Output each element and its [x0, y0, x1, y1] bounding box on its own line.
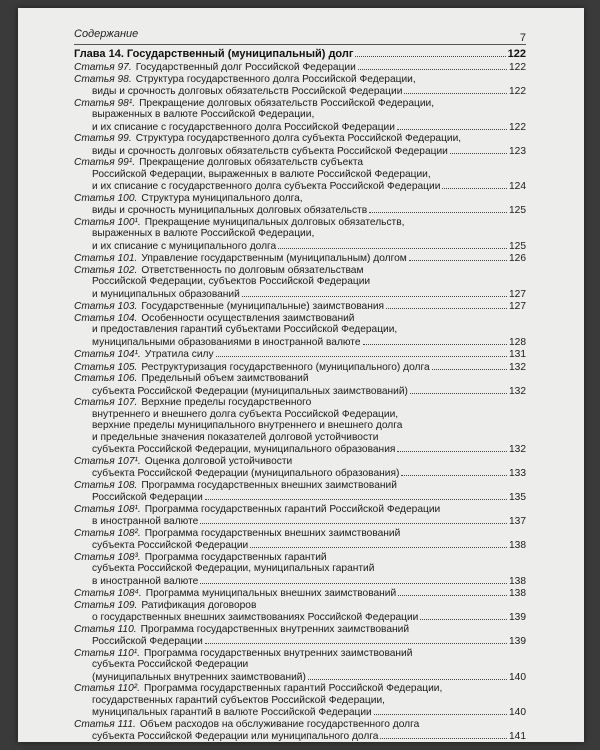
article-title-line: муниципальных гарантий в валюте Российской Федерации — [92, 707, 372, 718]
toc-entry[interactable] — [74, 719, 526, 743]
toc-entries — [74, 61, 526, 742]
article-page: 123 — [509, 145, 526, 157]
article-page: 141 — [509, 731, 526, 742]
article-page: 122 — [509, 62, 526, 73]
article-title-line: Ответственность по долговым обязательствам — [141, 264, 364, 276]
toc-entry[interactable] — [74, 74, 526, 98]
toc-entry[interactable] — [74, 98, 526, 134]
leader-dots — [374, 706, 507, 715]
page-number: 7 — [519, 32, 526, 44]
article-title-line: и их списание с муниципального долга — [92, 240, 277, 252]
leader-dots — [200, 515, 507, 524]
leader-dots — [380, 730, 507, 739]
article-title-line: Прекращение долговых обязательств субъекта — [139, 157, 364, 168]
article-page: 124 — [509, 181, 526, 192]
leader-dots — [450, 145, 507, 154]
toc-entry-line — [74, 169, 526, 181]
article-title-line: Российской Федерации — [92, 492, 203, 503]
article-title-line: Государственные (муниципальные) заимствования — [141, 301, 385, 312]
leader-dots — [409, 252, 507, 261]
leader-dots — [200, 575, 507, 584]
toc-entry[interactable] — [74, 61, 526, 74]
toc-entry-line — [74, 409, 526, 421]
leader-dots — [432, 361, 507, 370]
leader-dots — [442, 180, 507, 189]
leader-dots — [410, 385, 507, 394]
leader-dots — [205, 635, 507, 644]
article-title-line: субъекта Российской Федерации, муниципальных гарантий — [92, 563, 375, 574]
toc-entry-line — [74, 563, 526, 575]
article-number: Статья 97. — [74, 62, 132, 73]
article-number: Статья 102. — [74, 264, 138, 276]
toc-entry[interactable] — [74, 252, 526, 265]
page-header — [74, 28, 526, 45]
article-title-line: и их списание с государственного долга Российской Федерации — [92, 121, 395, 133]
leader-dots — [308, 671, 507, 680]
article-page: 139 — [509, 636, 526, 647]
toc-entry[interactable] — [74, 504, 526, 528]
toc-entry-line — [74, 600, 526, 612]
article-page: 138 — [509, 575, 526, 587]
toc-entry-line — [74, 420, 526, 432]
toc-entry-line — [74, 456, 526, 468]
toc-entry-line — [74, 719, 526, 731]
article-title-line: Программа государственных внутренних заимствований — [143, 647, 413, 659]
article-title-line: верхние пределы муниципального внутреннего и внешнего долга — [92, 420, 403, 431]
leader-dots — [363, 336, 507, 345]
article-title-line: (муниципальных внутренних заимствований) — [92, 671, 306, 683]
article-title-line: Ратификация договоров — [141, 599, 257, 611]
toc-entry[interactable] — [74, 624, 526, 648]
article-title-line: Утратила силу — [144, 349, 214, 360]
toc-entry-line — [74, 671, 526, 684]
article-page: 122 — [509, 121, 526, 133]
toc-entry[interactable] — [74, 348, 526, 361]
article-number: Статья 110². — [74, 683, 140, 694]
article-title-line: Оценка долговой устойчивости — [144, 455, 293, 467]
toc-entry-line — [74, 240, 526, 253]
article-title-line: Структура государственного долга Российской Федерации, — [135, 73, 416, 85]
article-page: 137 — [509, 516, 526, 527]
toc-entry-line — [74, 528, 526, 540]
article-title-line: субъекта Российской Федерации или муниципального долга — [92, 731, 379, 742]
article-title-line: муниципальными образованиями в иностранной валюте — [92, 336, 361, 348]
article-number: Статья 105. — [74, 361, 138, 373]
toc-entry-line — [74, 695, 526, 707]
article-page: 125 — [509, 240, 526, 252]
leader-dots — [369, 204, 507, 213]
article-title-line: Верхние пределы государственного — [141, 397, 312, 408]
article-title-line: субъекта Российской Федерации (муниципального образования) — [92, 468, 400, 479]
toc-entry-line — [74, 276, 526, 288]
table-of-contents — [74, 48, 526, 742]
article-title-line: о государственных внешних заимствованиях Российской Федерации — [92, 612, 419, 623]
article-title-line: Структура муниципального долга, — [141, 192, 303, 204]
toc-entry-line — [74, 467, 526, 480]
toc-entry-line — [74, 587, 526, 600]
toc-entry[interactable] — [74, 300, 526, 313]
toc-entry-line — [74, 324, 526, 336]
article-page: 132 — [509, 385, 526, 397]
article-title-line: Программа государственных внешних заимствований — [141, 479, 397, 491]
leader-dots — [355, 48, 505, 57]
article-title-line: в иностранной валюте — [92, 516, 199, 527]
article-number: Статья 98. — [74, 73, 132, 85]
article-number: Статья 106. — [74, 373, 138, 384]
toc-entry-line — [74, 204, 526, 217]
article-number: Статья 111. — [74, 718, 136, 730]
article-title-line: Российской Федерации — [92, 636, 203, 647]
article-title-line: субъекта Российской Федерации (муниципальных заимствований) — [92, 385, 408, 397]
leader-dots — [216, 348, 507, 357]
toc-entry-line — [74, 228, 526, 240]
toc-entry[interactable] — [74, 133, 526, 157]
article-title-line: субъекта Российской Федерации, муниципального образования — [92, 444, 396, 455]
toc-entry-line — [74, 432, 526, 444]
toc-entry[interactable] — [74, 397, 526, 456]
section-title: Содержание — [74, 28, 139, 40]
toc-entry-line — [74, 611, 526, 624]
article-title-line: Управление государственным (муниципальным) долгом — [141, 253, 407, 264]
toc-entry-line — [74, 180, 526, 193]
toc-entry[interactable] — [74, 193, 526, 217]
article-number: Статья 110. — [74, 623, 137, 635]
toc-entry-line — [74, 480, 526, 492]
article-page: 122 — [509, 86, 526, 97]
leader-dots — [401, 467, 507, 476]
article-title-line: Особенности осуществления заимствований — [141, 312, 355, 324]
article-page: 127 — [509, 288, 526, 300]
toc-entry-line — [74, 552, 526, 564]
leader-dots — [278, 240, 507, 249]
toc-entry-line — [74, 624, 526, 636]
article-title-line: Программа государственных гарантий Российской Федерации, — [143, 683, 443, 694]
article-title-line: виды и срочность долговых обязательств Российской Федерации — [92, 86, 403, 97]
chapter-title: Глава 14. Государственный (муниципальный) долг — [74, 48, 354, 60]
article-number: Статья 107. — [74, 397, 138, 408]
toc-entry-line — [74, 706, 526, 719]
toc-entry-line — [74, 265, 526, 277]
article-title-line: Структура государственного долга субъекта Российской Федерации, — [135, 133, 462, 144]
leader-dots — [358, 61, 507, 70]
article-page: 135 — [509, 492, 526, 503]
article-title-line: Российской Федерации, субъектов Российской Федерации — [92, 276, 371, 287]
article-page: 138 — [509, 540, 526, 551]
toc-entry[interactable] — [74, 552, 526, 588]
article-title-line: Прекращение долговых обязательств Российской Федерации, — [139, 97, 435, 109]
article-title-line: виды и срочность долговых обязательств субъекта Российской Федерации — [92, 145, 448, 157]
toc-entry-line — [74, 61, 526, 74]
article-title-line: в иностранной валюте — [92, 575, 199, 587]
book-page — [18, 8, 584, 742]
toc-entry[interactable] — [74, 157, 526, 193]
toc-entry-line — [74, 575, 526, 588]
article-number: Статья 100¹. — [74, 216, 141, 228]
toc-entry-line — [74, 252, 526, 265]
article-title-line: и предоставления гарантий субъектами Российской Федерации, — [92, 324, 398, 335]
leader-dots — [397, 443, 507, 452]
article-page: 140 — [509, 707, 526, 718]
toc-entry[interactable] — [74, 361, 526, 374]
article-number: Статья 100. — [74, 192, 138, 204]
leader-dots — [398, 587, 507, 596]
toc-entry-line — [74, 373, 526, 385]
article-page: 132 — [509, 361, 526, 373]
toc-entry-line — [74, 635, 526, 648]
toc-entry-line — [74, 300, 526, 313]
toc-entry-line — [74, 397, 526, 409]
article-number: Статья 104. — [74, 312, 138, 324]
toc-entry-line — [74, 385, 526, 398]
article-title-line: выраженных в валюте Российской Федерации, — [92, 109, 315, 120]
article-number: Статья 104¹. — [74, 349, 141, 360]
article-title-line: выраженных в валюте Российской Федерации, — [92, 228, 315, 239]
toc-entry-line — [74, 109, 526, 121]
article-number: Статья 101. — [74, 253, 138, 264]
article-number: Статья 99¹. — [74, 157, 136, 168]
article-page: 126 — [509, 253, 526, 264]
article-title-line: Российской Федерации, выраженных в валюте Российской Федерации, — [92, 168, 431, 180]
toc-entry[interactable] — [74, 217, 526, 253]
article-number: Статья 109. — [74, 599, 138, 611]
toc-entry-line — [74, 217, 526, 229]
leader-dots — [242, 288, 507, 297]
toc-entry-line — [74, 361, 526, 374]
article-page: 133 — [509, 468, 526, 479]
toc-entry-line — [74, 648, 526, 660]
article-title-line: Предельный объем заимствований — [141, 373, 309, 384]
toc-entry-line — [74, 539, 526, 552]
article-number: Статья 108. — [74, 479, 138, 491]
toc-entry[interactable] — [74, 265, 526, 301]
article-title-line: Программа муниципальных внешних заимствований — [145, 588, 397, 599]
toc-entry-line — [74, 443, 526, 456]
article-number: Статья 103. — [74, 301, 138, 312]
article-page: 138 — [509, 588, 526, 599]
article-page: 128 — [509, 336, 526, 348]
article-title-line: виды и срочность муниципальных долговых обязательств — [92, 205, 368, 216]
article-number: Статья 108¹. — [74, 503, 141, 515]
leader-dots — [420, 611, 507, 620]
toc-entry-line — [74, 145, 526, 158]
toc-entry[interactable] — [74, 683, 526, 719]
article-page: 139 — [509, 612, 526, 623]
toc-entry[interactable] — [74, 373, 526, 397]
leader-dots — [397, 121, 507, 130]
toc-entry-line — [74, 288, 526, 301]
leader-dots — [250, 539, 507, 548]
toc-entry[interactable] — [74, 587, 526, 600]
toc-entry[interactable] — [74, 313, 526, 349]
toc-entry-line — [74, 121, 526, 134]
toc-entry[interactable] — [74, 648, 526, 684]
toc-entry[interactable] — [74, 456, 526, 480]
toc-entry-line — [74, 730, 526, 742]
article-number: Статья 110¹. — [74, 647, 140, 659]
leader-dots — [205, 491, 507, 500]
toc-entry-line — [74, 98, 526, 110]
article-title-line: и муниципальных образований — [92, 288, 240, 300]
article-title-line: Программа государственных внешних заимствований — [144, 527, 401, 539]
article-number: Статья 107¹. — [74, 455, 141, 467]
toc-entry-line — [74, 659, 526, 671]
toc-entry-line — [74, 336, 526, 349]
leader-dots — [404, 85, 507, 94]
article-title-line: Объем расходов на обслуживание государственного долга — [139, 718, 420, 730]
article-title-line: субъекта Российской Федерации — [92, 540, 249, 551]
article-number: Статья 99. — [74, 133, 132, 144]
toc-entry[interactable] — [74, 480, 526, 504]
leader-dots — [386, 300, 507, 309]
toc-entry-line — [74, 313, 526, 325]
toc-entry-line — [74, 491, 526, 504]
article-page: 127 — [509, 301, 526, 312]
article-title-line: государственных гарантий субъектов Российской Федерации, — [92, 694, 385, 706]
article-title-line: и их списание с государственного долга субъекта Российской Федерации — [92, 181, 441, 192]
toc-entry-line — [74, 683, 526, 695]
article-title-line: Государственный долг Российской Федерации — [135, 62, 356, 73]
toc-entry-line — [74, 74, 526, 86]
article-number: Статья 98¹. — [74, 97, 136, 109]
chapter-page: 122 — [507, 48, 526, 60]
article-number: Статья 108². — [74, 527, 141, 539]
article-title-line: Программа государственных гарантий — [144, 551, 327, 563]
chapter-heading[interactable] — [74, 48, 526, 61]
toc-entry-line — [74, 348, 526, 361]
article-number: Статья 108³. — [74, 551, 141, 563]
article-number: Статья 108⁴. — [74, 588, 142, 599]
toc-entry-line — [74, 504, 526, 516]
toc-entry[interactable] — [74, 600, 526, 624]
article-title-line: Программа государственных внутренних заимствований — [140, 623, 410, 635]
toc-entry-line — [74, 193, 526, 205]
toc-entry-line — [74, 85, 526, 98]
article-page: 131 — [509, 349, 526, 360]
article-title-line: субъекта Российской Федерации — [92, 659, 249, 670]
toc-entry-line — [74, 157, 526, 169]
article-page: 125 — [509, 205, 526, 216]
article-title-line: Программа государственных гарантий Российской Федерации — [144, 503, 441, 515]
article-page: 140 — [509, 671, 526, 683]
article-title-line: Реструктуризация государственного (муниципального) долга — [141, 361, 430, 373]
toc-entry-line — [74, 133, 526, 145]
article-title-line: и предельные значения показателей долговой устойчивости — [92, 431, 379, 443]
toc-entry-line — [74, 515, 526, 528]
toc-entry[interactable] — [74, 528, 526, 552]
article-title-line: внутреннего и внешнего долга субъекта Российской Федерации, — [92, 408, 399, 420]
article-title-line: Прекращение муниципальных долговых обязательств, — [144, 216, 405, 228]
article-page: 132 — [509, 444, 526, 455]
